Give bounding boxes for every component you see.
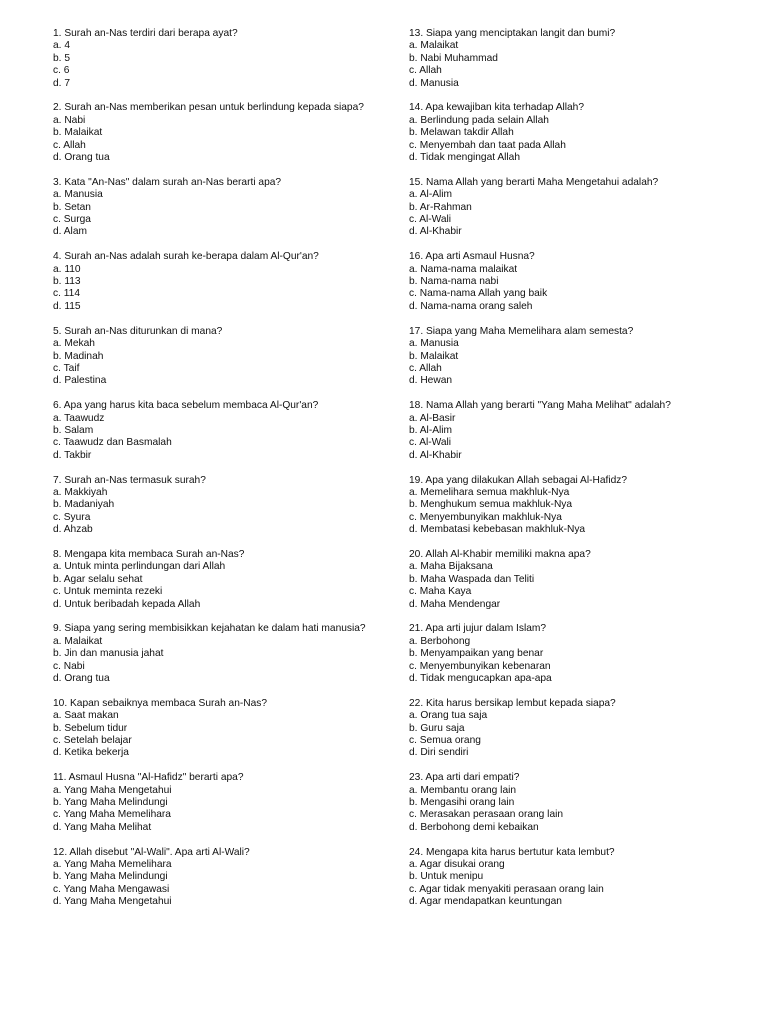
answer-option: c. Yang Maha Mengawasi — [53, 883, 170, 895]
question-block — [53, 177, 368, 239]
answer-option: c. Allah — [409, 362, 442, 374]
question-text: 21. Apa arti jujur dalam Islam? — [409, 623, 547, 635]
answer-option: c. Semua orang — [409, 735, 481, 747]
left-column — [53, 28, 368, 921]
answer-option: c. Agar tidak menyakiti perasaan orang lain — [409, 883, 604, 895]
question-block — [409, 28, 729, 90]
question-block — [53, 251, 368, 313]
question-text: 12. Allah disebut "Al-Wali". Apa arti Al-Wali? — [53, 846, 250, 858]
answer-option: a. Agar disukai orang — [409, 859, 505, 871]
answer-option: b. Jin dan manusia jahat — [53, 648, 164, 660]
question-text: 4. Surah an-Nas adalah surah ke-berapa dalam Al-Qur'an? — [53, 251, 319, 263]
answer-option: c. Al-Wali — [409, 214, 452, 226]
answer-option: c. Syura — [53, 511, 91, 523]
question-block — [53, 400, 368, 462]
answer-option: d. Hewan — [409, 375, 453, 387]
answer-option: c. Nama-nama Allah yang baik — [409, 288, 548, 300]
answer-option: d. Agar mendapatkan keuntungan — [409, 896, 562, 908]
answer-option: d. 7 — [53, 77, 70, 89]
question-block — [409, 400, 729, 462]
question-text: 22. Kita harus bersikap lembut kepada siapa? — [409, 697, 616, 709]
question-text: 5. Surah an-Nas diturunkan di mana? — [53, 325, 223, 337]
right-column — [409, 28, 729, 921]
answer-option: d. Ketika bekerja — [53, 747, 129, 759]
question-block — [409, 772, 729, 834]
question-block — [53, 28, 368, 90]
question-text: 13. Siapa yang menciptakan langit dan bumi? — [409, 28, 616, 39]
answer-option: d. 115 — [53, 300, 81, 312]
answer-option: b. 5 — [53, 52, 70, 64]
answer-option: c. Maha Kaya — [409, 586, 472, 598]
answer-option: a. Saat makan — [53, 710, 119, 722]
answer-option: d. Untuk beribadah kepada Allah — [53, 598, 201, 610]
answer-option: b. Sebelum tidur — [53, 722, 128, 734]
answer-option: a. Manusia — [53, 189, 103, 201]
answer-option: b. Yang Maha Melindungi — [53, 797, 168, 809]
question-block — [53, 623, 368, 685]
answer-option: b. Nabi Muhammad — [409, 52, 498, 64]
answer-option: b. Malaikat — [53, 127, 103, 139]
answer-option: c. Menyembah dan taat pada Allah — [409, 139, 566, 151]
question-block — [53, 772, 368, 834]
answer-option: b. Melawan takdir Allah — [409, 127, 514, 139]
answer-option: c. Surga — [53, 214, 91, 226]
question-block — [409, 475, 729, 537]
answer-option: a. Manusia — [409, 338, 459, 350]
answer-option: c. Al-Wali — [409, 437, 452, 449]
question-block — [409, 177, 729, 239]
answer-option: a. Membantu orang lain — [409, 784, 517, 796]
answer-option: c. Taawudz dan Basmalah — [53, 437, 172, 449]
answer-option: d. Orang tua — [53, 152, 110, 164]
answer-option: b. Nama-nama nabi — [409, 276, 499, 288]
question-block — [53, 102, 368, 164]
question-block — [409, 326, 729, 388]
question-text: 2. Surah an-Nas memberikan pesan untuk berlindung kepada siapa? — [53, 102, 364, 114]
question-text: 3. Kata "An-Nas" dalam surah an-Nas berarti apa? — [53, 176, 282, 188]
question-block — [409, 251, 729, 313]
question-block — [409, 847, 729, 909]
answer-option: a. Malaikat — [409, 40, 459, 52]
question-text: 15. Nama Allah yang berarti Maha Mengetahui adalah? — [409, 176, 659, 188]
question-text: 24. Mengapa kita harus bertutur kata lembut? — [409, 846, 615, 858]
question-block — [53, 549, 368, 611]
question-text: 1. Surah an-Nas terdiri dari berapa ayat? — [53, 28, 238, 39]
question-text: 20. Allah Al-Khabir memiliki makna apa? — [409, 548, 591, 560]
question-text: 11. Asmaul Husna "Al-Hafidz" berarti apa? — [53, 772, 244, 784]
answer-option: c. Untuk meminta rezeki — [53, 586, 163, 598]
question-text: 23. Apa arti dari empati? — [409, 772, 520, 784]
question-block — [409, 698, 729, 760]
question-text: 9. Siapa yang sering membisikkan kejahatan ke dalam hati manusia? — [53, 623, 366, 635]
answer-option: d. Takbir — [53, 449, 92, 461]
answer-option: a. Al-Basir — [409, 412, 456, 424]
question-block — [53, 475, 368, 537]
answer-option: c. 6 — [53, 65, 70, 77]
answer-option: b. Mengasihi orang lain — [409, 797, 515, 809]
answer-option: b. Malaikat — [409, 350, 459, 362]
answer-option: b. Maha Waspada dan Teliti — [409, 573, 535, 585]
answer-option: b. Setan — [53, 201, 91, 213]
question-text: 7. Surah an-Nas termasuk surah? — [53, 474, 206, 486]
answer-option: c. Yang Maha Memelihara — [53, 809, 171, 821]
answer-option: d. Berbohong demi kebaikan — [409, 821, 539, 833]
answer-option: d. Tidak mengucapkan apa-apa — [409, 673, 552, 684]
answer-option: b. Menyampaikan yang benar — [409, 648, 544, 660]
answer-option: a. Berbohong — [409, 635, 471, 647]
answer-option: c. Merasakan perasaan orang lain — [409, 809, 564, 821]
question-text: 19. Apa yang dilakukan Allah sebagai Al-Hafidz? — [409, 474, 628, 486]
answer-option: a. Yang Maha Mengetahui — [53, 784, 172, 796]
answer-option: b. Madinah — [53, 350, 104, 362]
answer-option: d. Maha Mendengar — [409, 598, 501, 610]
answer-option: a. Berlindung pada selain Allah — [409, 114, 549, 126]
answer-option: b. Agar selalu sehat — [53, 573, 143, 585]
answer-option: d. Orang tua — [53, 673, 110, 684]
answer-option: a. Malaikat — [53, 635, 103, 647]
question-text: 8. Mengapa kita membaca Surah an-Nas? — [53, 548, 245, 560]
question-block — [53, 326, 368, 388]
answer-option: c. 114 — [53, 288, 80, 300]
answer-option: d. Tidak mengingat Allah — [409, 152, 521, 164]
answer-option: d. Al-Khabir — [409, 449, 462, 461]
answer-option: a. Mekah — [53, 338, 95, 350]
answer-option: a. Nama-nama malaikat — [409, 263, 518, 275]
answer-option: c. Menyembunyikan kebenaran — [409, 660, 551, 672]
answer-option: d. Yang Maha Mengetahui — [53, 896, 172, 908]
answer-option: a. Taawudz — [53, 412, 105, 424]
answer-option: b. Untuk menipu — [409, 871, 484, 883]
question-block — [53, 698, 368, 760]
answer-option: a. Yang Maha Memelihara — [53, 859, 172, 871]
answer-option: a. Makkiyah — [53, 486, 108, 498]
question-block — [53, 847, 368, 909]
question-text: 6. Apa yang harus kita baca sebelum membaca Al-Qur'an? — [53, 400, 319, 412]
answer-option: d. Ahzab — [53, 524, 93, 536]
answer-option: a. Untuk minta perlindungan dari Allah — [53, 561, 226, 573]
question-text: 16. Apa arti Asmaul Husna? — [409, 251, 535, 263]
answer-option: d. Manusia — [409, 77, 459, 89]
answer-option: b. Madaniyah — [53, 499, 115, 511]
answer-option: d. Palestina — [53, 375, 107, 387]
answer-option: d. Nama-nama orang saleh — [409, 300, 533, 312]
answer-option: b. Salam — [53, 424, 94, 436]
answer-option: a. Al-Alim — [409, 189, 453, 201]
answer-option: a. Memelihara semua makhluk-Nya — [409, 486, 570, 498]
question-text: 14. Apa kewajiban kita terhadap Allah? — [409, 102, 585, 114]
answer-option: c. Setelah belajar — [53, 735, 132, 747]
answer-option: c. Nabi — [53, 660, 85, 672]
question-text: 10. Kapan sebaiknya membaca Surah an-Nas? — [53, 697, 268, 709]
question-text: 17. Siapa yang Maha Memelihara alam semesta? — [409, 325, 634, 337]
answer-option: c. Menyembunyikan makhluk-Nya — [409, 511, 562, 523]
answer-option: b. Guru saja — [409, 722, 465, 734]
answer-option: d. Membatasi kebebasan makhluk-Nya — [409, 524, 586, 536]
answer-option: a. Maha Bijaksana — [409, 561, 493, 573]
answer-option: d. Alam — [53, 226, 87, 238]
answer-option: d. Diri sendiri — [409, 747, 469, 759]
question-block — [409, 549, 729, 611]
answer-option: a. 4 — [53, 40, 70, 52]
question-block — [409, 623, 729, 685]
answer-option: b. Yang Maha Melindungi — [53, 871, 168, 883]
answer-option: d. Yang Maha Melihat — [53, 821, 152, 833]
answer-option: c. Taif — [53, 362, 80, 374]
answer-option: c. Allah — [53, 139, 86, 151]
question-block — [409, 102, 729, 164]
answer-option: c. Allah — [409, 65, 442, 77]
answer-option: b. Al-Alim — [409, 424, 453, 436]
answer-option: b. Menghukum semua makhluk-Nya — [409, 499, 573, 511]
question-text: 18. Nama Allah yang berarti "Yang Maha Melihat" adalah? — [409, 400, 671, 412]
answer-option: b. 113 — [53, 276, 81, 288]
answer-option: a. Nabi — [53, 114, 86, 126]
answer-option: a. Orang tua saja — [409, 710, 488, 722]
answer-option: d. Al-Khabir — [409, 226, 462, 238]
answer-option: a. 110 — [53, 263, 81, 275]
answer-option: b. Ar-Rahman — [409, 201, 472, 213]
